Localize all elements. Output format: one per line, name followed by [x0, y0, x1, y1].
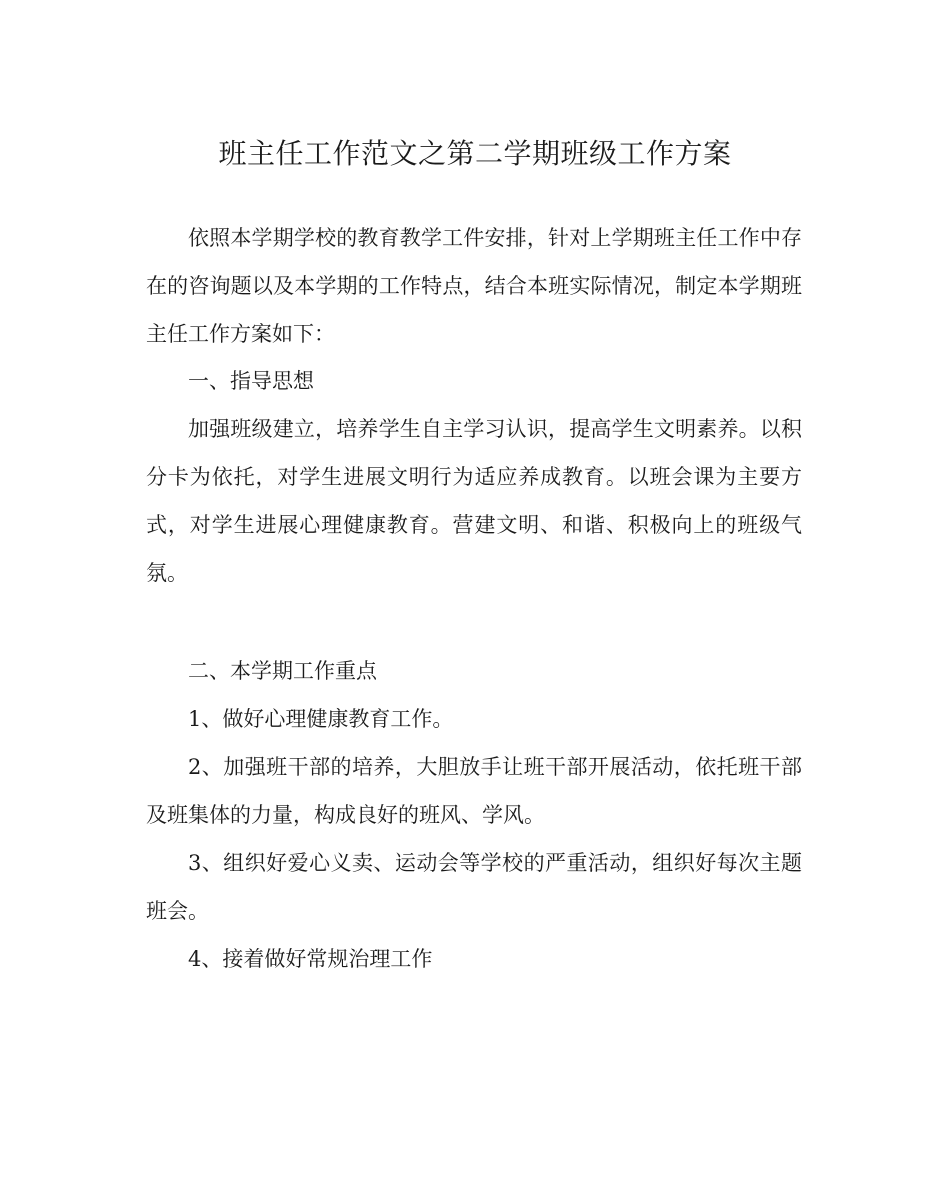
section-2-item-1: 1、做好心理健康教育工作。: [188, 707, 454, 731]
section-2-item-3: 3、组织好爱心义卖、运动会等学校的严重活动，组织好每次主题班会。: [146, 851, 802, 923]
intro-paragraph: 依照本学期学校的教育教学工件安排，针对上学期班主任工作中存在的咨询题以及本学期的工作特点，结合本班实际情况，制定本学期班主任工作方案如下：: [146, 226, 802, 346]
section-1-body-block: [146, 405, 802, 597]
section-2-item-2: 2、加强班干部的培养，大胆放手让班干部开展活动，依托班干部及班集体的力量，构成良好的班风、学风。: [146, 755, 802, 827]
section-1-heading: 一、指导思想: [188, 369, 314, 393]
section-1-heading-block: [146, 357, 802, 405]
section-1-paragraph: 加强班级建立，培养学生自主学习认识，提高学生文明素养。以积分卡为依托，对学生进展文明行为适应养成教育。以班会课为主要方式，对学生进展心理健康教育。营建文明、和谐、积极向上的班级气氛。: [146, 417, 802, 585]
section-2-block: [146, 647, 802, 983]
section-2-heading: 二、本学期工作重点: [188, 659, 377, 683]
section-2-item-4: 4、接着做好常规治理工作: [188, 947, 433, 971]
intro-block: [146, 214, 802, 358]
document-title: 班主任工作范文之第二学期班级工作方案: [218, 137, 732, 170]
